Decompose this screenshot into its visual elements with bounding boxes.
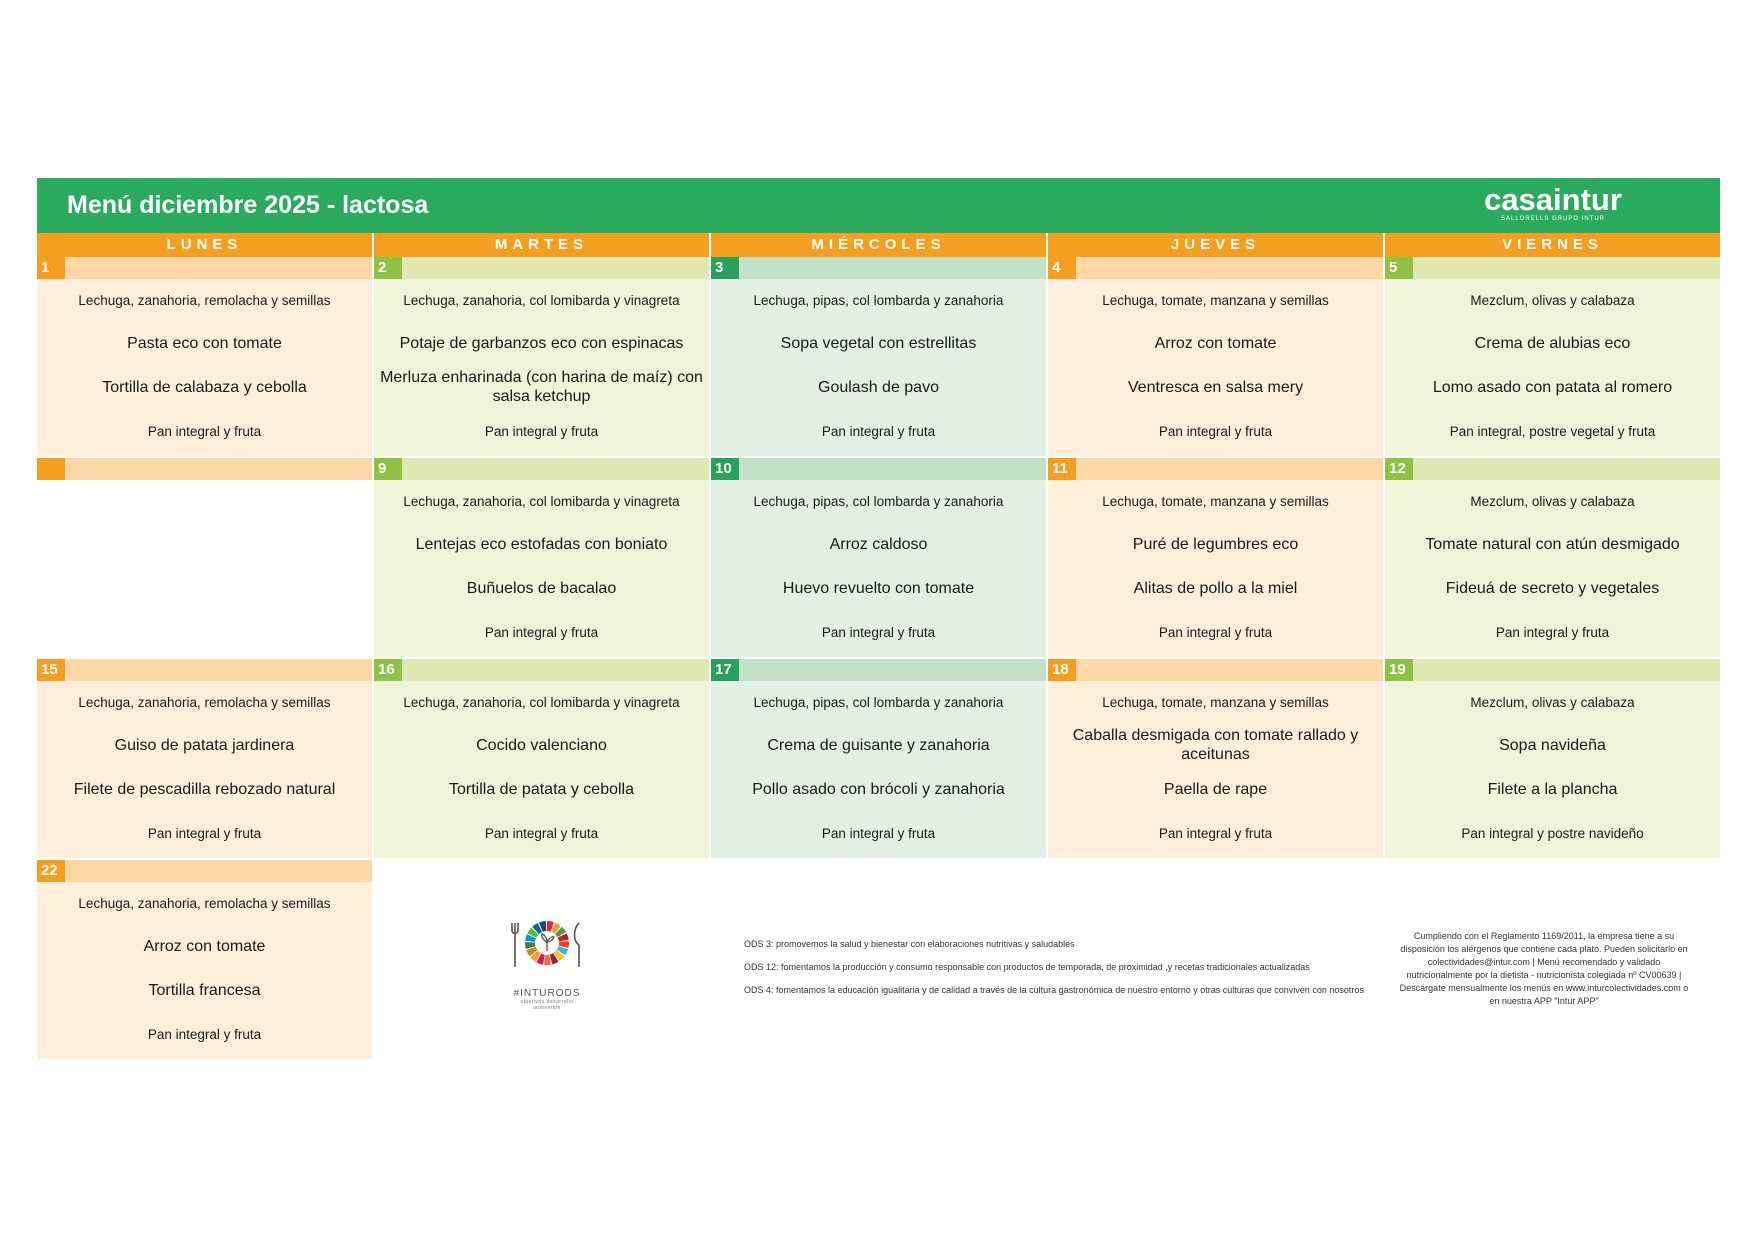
meal-second-course: Guiso de patata jardinera <box>114 737 295 754</box>
meal-dessert: Pan integral y fruta <box>147 424 262 439</box>
day-number <box>37 458 65 480</box>
meal-main-course: Lomo asado con patata al romero <box>1432 379 1673 396</box>
day-cell-wednesday <box>711 458 1048 659</box>
meal-main-course: Merluza enharinada (con harina de maíz) con salsa ketchup <box>380 369 703 405</box>
meal-dessert: Pan integral y fruta <box>147 1027 262 1042</box>
day-cell-monday <box>37 659 374 860</box>
menu-header <box>37 178 1720 233</box>
meal-main-course: Buñuelos de bacalao <box>466 580 617 597</box>
meal-first-course: Lechuga, zanahoria, remolacha y semillas <box>78 293 331 308</box>
meal-body <box>374 279 709 456</box>
day-number-bar <box>1385 257 1720 279</box>
meal-dessert: Pan integral y fruta <box>1495 625 1610 640</box>
meal-main-course: Tortilla francesa <box>148 982 261 999</box>
meal-second-course: Arroz caldoso <box>829 536 928 553</box>
meal-second-course: Sopa vegetal con estrellitas <box>780 335 977 352</box>
day-number: 3 <box>711 257 739 279</box>
meal-first-course: Mezclum, olivas y calabaza <box>1470 293 1635 308</box>
meal-first-course: Lechuga, zanahoria, col lomibarda y vinagreta <box>403 695 680 710</box>
brand-wordmark: casaintur <box>1484 182 1622 217</box>
day-cell-friday <box>1385 458 1720 659</box>
day-number: 5 <box>1385 257 1413 279</box>
day-cell-monday <box>37 860 374 1061</box>
meal-main-course: Fideuá de secreto y vegetales <box>1445 580 1660 597</box>
meal-first-course: Lechuga, zanahoria, col lomibarda y vinagreta <box>403 494 680 509</box>
day-number-bar <box>1048 257 1383 279</box>
day-number-bar <box>37 257 372 279</box>
meal-dessert: Pan integral y fruta <box>1158 826 1273 841</box>
day-number-bar <box>37 860 372 882</box>
ods-line-12: ODS 12: fomentamos la producción y consumo responsable con productos de temporada, de proximidad ,y recetas tradicionales actualizadas <box>744 962 1310 972</box>
weekday-wednesday: MIÉRCOLES <box>711 233 1048 257</box>
meal-second-course: Sopa navideña <box>1499 737 1606 754</box>
day-number: 1 <box>37 257 65 279</box>
meal-main-course: Huevo revuelto con tomate <box>782 580 975 597</box>
meal-second-course: Potaje de garbanzos eco con espinacas <box>399 335 684 352</box>
day-cell-monday <box>37 458 374 659</box>
menu-sheet <box>37 178 1720 1061</box>
day-number: 18 <box>1048 659 1076 681</box>
menu-week-row <box>37 659 1720 860</box>
weekday-tuesday: MARTES <box>374 233 711 257</box>
ods-line-4: ODS 4: fomentamos la educación igualitaria y de calidad a través de la cultura gastronómica de nuestro entorno y otras culturas que conviven con nosotros <box>744 985 1364 995</box>
meal-dessert: Pan integral, postre vegetal y fruta <box>1449 424 1656 439</box>
day-number-bar <box>374 458 709 480</box>
meal-second-course: Arroz con tomate <box>1154 335 1277 352</box>
legal-notice: Cumpliendo con el Reglamento 1169/2011, la empresa tiene a su disposición los alérgenos que contiene cada plato. Pueden solicitarlo en colectividades@intur.com | Menú recomendado y validado nutricionalmente por la dietista - nutricionista colegiada nº CV00639 | Descárgate mensualmente los menús en www.inturcolectividades.com o en nuestra APP "Intur APP" <box>1399 931 1689 1006</box>
meal-dessert: Pan integral y fruta <box>821 424 936 439</box>
inturods-label: #INTURODS <box>513 988 581 999</box>
day-number: 11 <box>1048 458 1076 480</box>
day-number: 2 <box>374 257 402 279</box>
inturods-logo <box>507 915 587 1011</box>
meal-main-course: Ventresca en salsa mery <box>1127 379 1304 396</box>
meal-main-course: Paella de rape <box>1163 781 1268 798</box>
meal-body <box>37 882 372 1059</box>
day-number-bar <box>374 257 709 279</box>
day-number-bar <box>37 659 372 681</box>
day-number: 9 <box>374 458 402 480</box>
meal-main-course: Goulash de pavo <box>818 379 939 396</box>
day-number-bar <box>711 659 1046 681</box>
meal-body <box>711 279 1046 456</box>
meal-main-course: Pollo asado con brócoli y zanahoria <box>752 781 1005 798</box>
meal-dessert: Pan integral y postre navideño <box>1461 826 1644 841</box>
brand-subtitle: SALLORELLS GRUPO INTUR <box>1500 216 1606 222</box>
meal-second-course: Cocido valenciano <box>476 737 607 754</box>
meal-body <box>711 681 1046 858</box>
day-number: 15 <box>37 659 65 681</box>
day-number-bar <box>374 659 709 681</box>
meal-second-course: Crema de alubias eco <box>1474 335 1631 352</box>
day-cell-friday <box>1385 257 1720 458</box>
ods-line-3: ODS 3: promovemos la salud y bienestar con elaboraciones nutritivas y saludables <box>744 939 1075 949</box>
casaintur-logo <box>1468 184 1638 226</box>
meal-dessert: Pan integral y fruta <box>821 625 936 640</box>
weekday-friday: VIERNES <box>1385 233 1720 257</box>
meal-second-course: Lentejas eco estofadas con boniato <box>415 536 668 553</box>
meal-first-course: Lechuga, tomate, manzana y semillas <box>1102 494 1329 509</box>
meal-first-course: Lechuga, pipas, col lombarda y zanahoria <box>753 695 1004 710</box>
inturods-sublabel: objetivos desarrollo sostenible <box>520 999 574 1011</box>
meal-dessert: Pan integral y fruta <box>1158 625 1273 640</box>
meal-second-course: Tomate natural con atún desmigado <box>1425 536 1680 553</box>
meal-first-course: Lechuga, zanahoria, remolacha y semillas <box>78 896 331 911</box>
meal-first-course: Lechuga, pipas, col lombarda y zanahoria <box>753 293 1004 308</box>
day-number-bar <box>1048 659 1383 681</box>
day-cell-thursday <box>1048 659 1385 860</box>
day-cell-tuesday <box>374 458 711 659</box>
meal-dessert: Pan integral y fruta <box>147 826 262 841</box>
meal-dessert: Pan integral y fruta <box>821 826 936 841</box>
meal-body <box>1048 681 1383 858</box>
meal-main-course: Tortilla de patata y cebolla <box>449 781 634 798</box>
meal-body <box>1385 279 1720 456</box>
meal-main-course: Tortilla de calabaza y cebolla <box>102 379 307 396</box>
sdg-wheel-segment <box>544 955 551 965</box>
meal-first-course: Lechuga, pipas, col lombarda y zanahoria <box>753 494 1004 509</box>
day-cell-thursday <box>1048 458 1385 659</box>
day-number: 22 <box>37 860 65 882</box>
meal-dessert: Pan integral y fruta <box>484 625 599 640</box>
day-number-bar <box>1385 458 1720 480</box>
meal-second-course: Arroz con tomate <box>143 938 266 955</box>
meal-first-course: Mezclum, olivas y calabaza <box>1470 695 1635 710</box>
meal-body <box>1385 681 1720 858</box>
meal-body <box>711 480 1046 657</box>
day-number: 4 <box>1048 257 1076 279</box>
day-cell-wednesday <box>711 659 1048 860</box>
day-cell-wednesday <box>711 257 1048 458</box>
meal-main-course: Filete a la plancha <box>1487 781 1618 798</box>
meal-body <box>374 681 709 858</box>
day-cell-thursday <box>1048 257 1385 458</box>
meal-body <box>1385 480 1720 657</box>
meal-second-course: Caballa desmigada con tomate rallado y aceitunas <box>1072 727 1359 763</box>
meal-body <box>1048 480 1383 657</box>
menu-week-row <box>37 458 1720 659</box>
meal-first-course: Mezclum, olivas y calabaza <box>1470 494 1635 509</box>
meal-second-course: Crema de guisante y zanahoria <box>767 737 990 754</box>
meal-first-course: Lechuga, tomate, manzana y semillas <box>1102 695 1329 710</box>
menu-title: Menú diciembre 2025 - lactosa <box>67 191 429 219</box>
menu-week-row <box>37 257 1720 458</box>
day-cell-monday <box>37 257 374 458</box>
weekday-monday: LUNES <box>37 233 374 257</box>
day-number: 10 <box>711 458 739 480</box>
meal-body <box>37 480 372 657</box>
day-number: 12 <box>1385 458 1413 480</box>
weekday-header-row <box>37 233 1720 257</box>
day-number-bar <box>1048 458 1383 480</box>
sdg-wheel-icon <box>507 915 587 985</box>
day-number: 16 <box>374 659 402 681</box>
meal-body <box>37 681 372 858</box>
meal-first-course: Lechuga, zanahoria, remolacha y semillas <box>78 695 331 710</box>
meal-dessert: Pan integral y fruta <box>484 826 599 841</box>
weekday-thursday: JUEVES <box>1048 233 1385 257</box>
meal-dessert: Pan integral y fruta <box>1158 424 1273 439</box>
day-number: 19 <box>1385 659 1413 681</box>
day-number: 17 <box>711 659 739 681</box>
meal-body <box>37 279 372 456</box>
meal-main-course: Alitas de pollo a la miel <box>1133 580 1298 597</box>
meal-main-course: Filete de pescadilla rebozado natural <box>73 781 336 798</box>
day-number-bar <box>37 458 372 480</box>
meal-first-course: Lechuga, tomate, manzana y semillas <box>1102 293 1329 308</box>
day-number-bar <box>1385 659 1720 681</box>
meal-second-course: Puré de legumbres eco <box>1132 536 1299 553</box>
meal-body <box>1048 279 1383 456</box>
day-cell-tuesday <box>374 659 711 860</box>
meal-dessert: Pan integral y fruta <box>484 424 599 439</box>
meal-first-course: Lechuga, zanahoria, col lomibarda y vinagreta <box>403 293 680 308</box>
meal-second-course: Pasta eco con tomate <box>127 335 282 352</box>
day-number-bar <box>711 458 1046 480</box>
day-cell-friday <box>1385 659 1720 860</box>
day-number-bar <box>711 257 1046 279</box>
meal-body <box>374 480 709 657</box>
day-cell-tuesday <box>374 257 711 458</box>
